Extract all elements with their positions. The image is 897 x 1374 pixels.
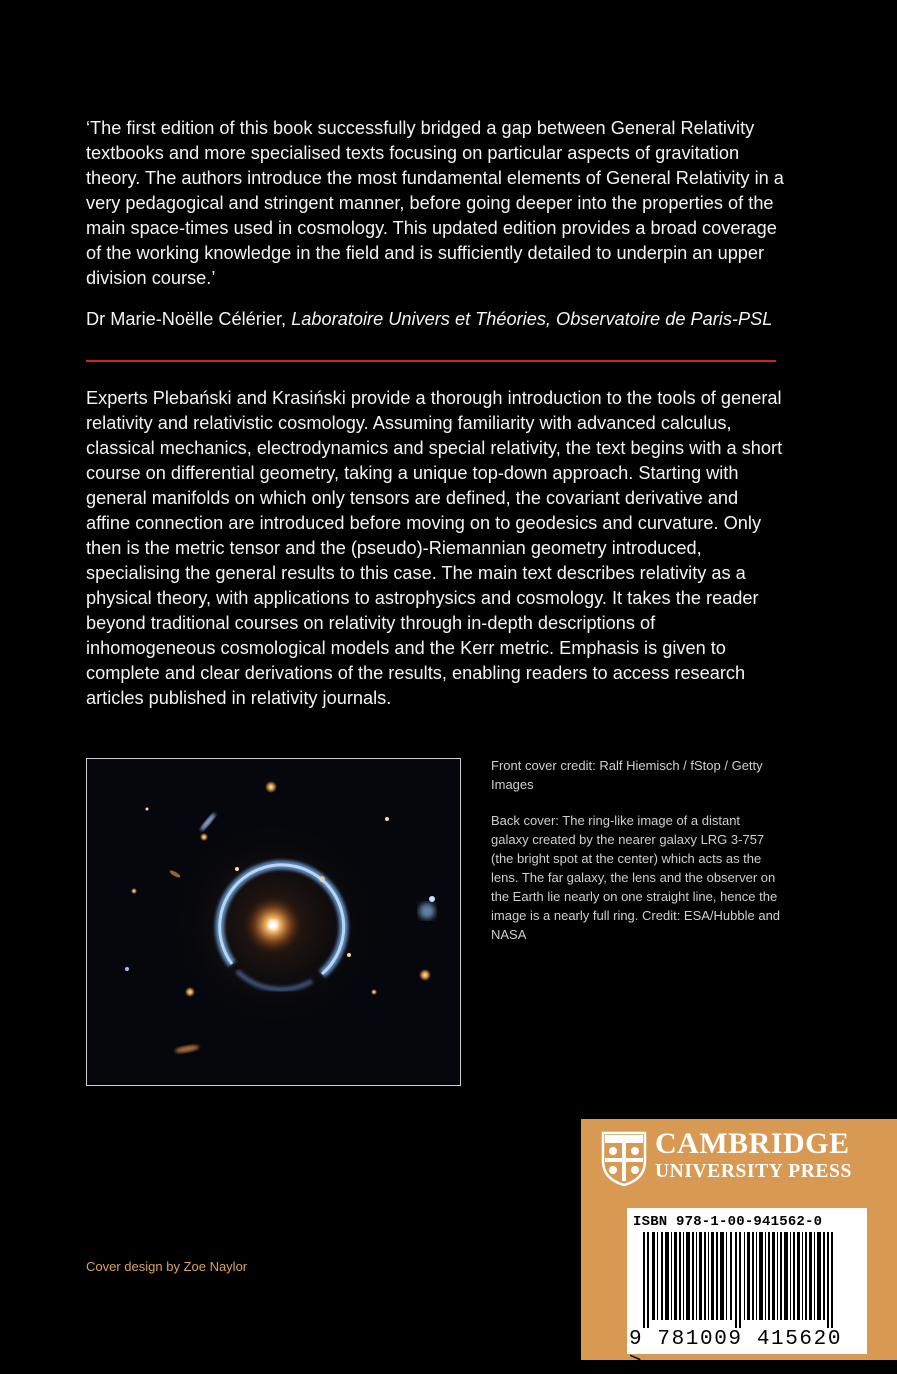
publisher-name-line2: UNIVERSITY PRESS <box>655 1161 852 1182</box>
front-cover-credit: Front cover credit: Ralf Hiemisch / fStop / Getty Images <box>491 758 763 792</box>
barcode-bars <box>627 1232 867 1328</box>
book-description: Experts Plebański and Krasiński provide a thorough introduction to the tools of general relativity and relativistic cosmology. Assuming familiarity with advanced calculus, classical mechanics, electrodynamics and special relativity, the text begins with a short course on differential geometry, taking a unique top-down approach. Starting with general manifolds on which only tensors are defined, the covariant derivative and affine connection are introduced before moving on to geodesics and curvature. Only then is the metric tensor and the (pseudo)-Riemannian geometry introduced, specialising the general results to this case. The main text describes relativity as a physical theory, with applications to astrophysics and cosmology. It takes the reader beyond traditional courses on relativity through in-depth descriptions of inhomogeneous cosmological models and the Kerr metric. Emphasis is given to complete and clear derivations of the results, enabling readers to access research articles published in relativity journals. <box>86 388 783 708</box>
barcode-digits: 9 781009 415620 > <box>629 1328 843 1374</box>
reviewer-name: Dr Marie-Noëlle Célérier, <box>86 309 287 329</box>
galaxy-ring-image <box>87 759 461 1086</box>
cosmic-horseshoe-photo <box>86 758 461 1086</box>
review-quote: ‘The first edition of this book successfully bridged a gap between General Relativity textbooks and more specialised texts focusing on particular aspects of gravitation theory. The authors introduce the most fundamental elements of General Relativity in a very pedagogical and stringent manner, before going deeper into the properties of the main space-times used in cosmology. This updated edition provides a broad coverage of the working knowledge in the field and is sufficiently detailed to underpin an upper division course.’ <box>86 118 784 288</box>
back-cover-credit: Back cover: The ring-like image of a distant galaxy created by the nearer galaxy LRG 3-757 (the bright spot at the center) which acts as the lens. The far galaxy, the lens and the observer on the Earth lie nearly on one straight line, hence the image is a nearly full ring. Credit: ESA/Hubble and NASA <box>491 813 781 942</box>
publisher-name-line1: CAMBRIDGE <box>655 1127 850 1160</box>
review-attribution <box>86 307 806 332</box>
image-credits <box>491 756 781 961</box>
isbn-barcode <box>627 1208 867 1374</box>
reviewer-affiliation: Laboratoire Univers et Théories, Observatoire de Paris-PSL <box>291 309 773 329</box>
cambridge-crest-icon <box>601 1131 647 1187</box>
publisher-panel <box>581 1119 897 1374</box>
cover-design-credit: Cover design by Zoe Naylor <box>86 1259 248 1274</box>
publisher-name <box>655 1127 852 1183</box>
isbn-label: ISBN 978-1-00-941562-0 <box>633 1214 823 1230</box>
section-divider <box>86 360 776 362</box>
